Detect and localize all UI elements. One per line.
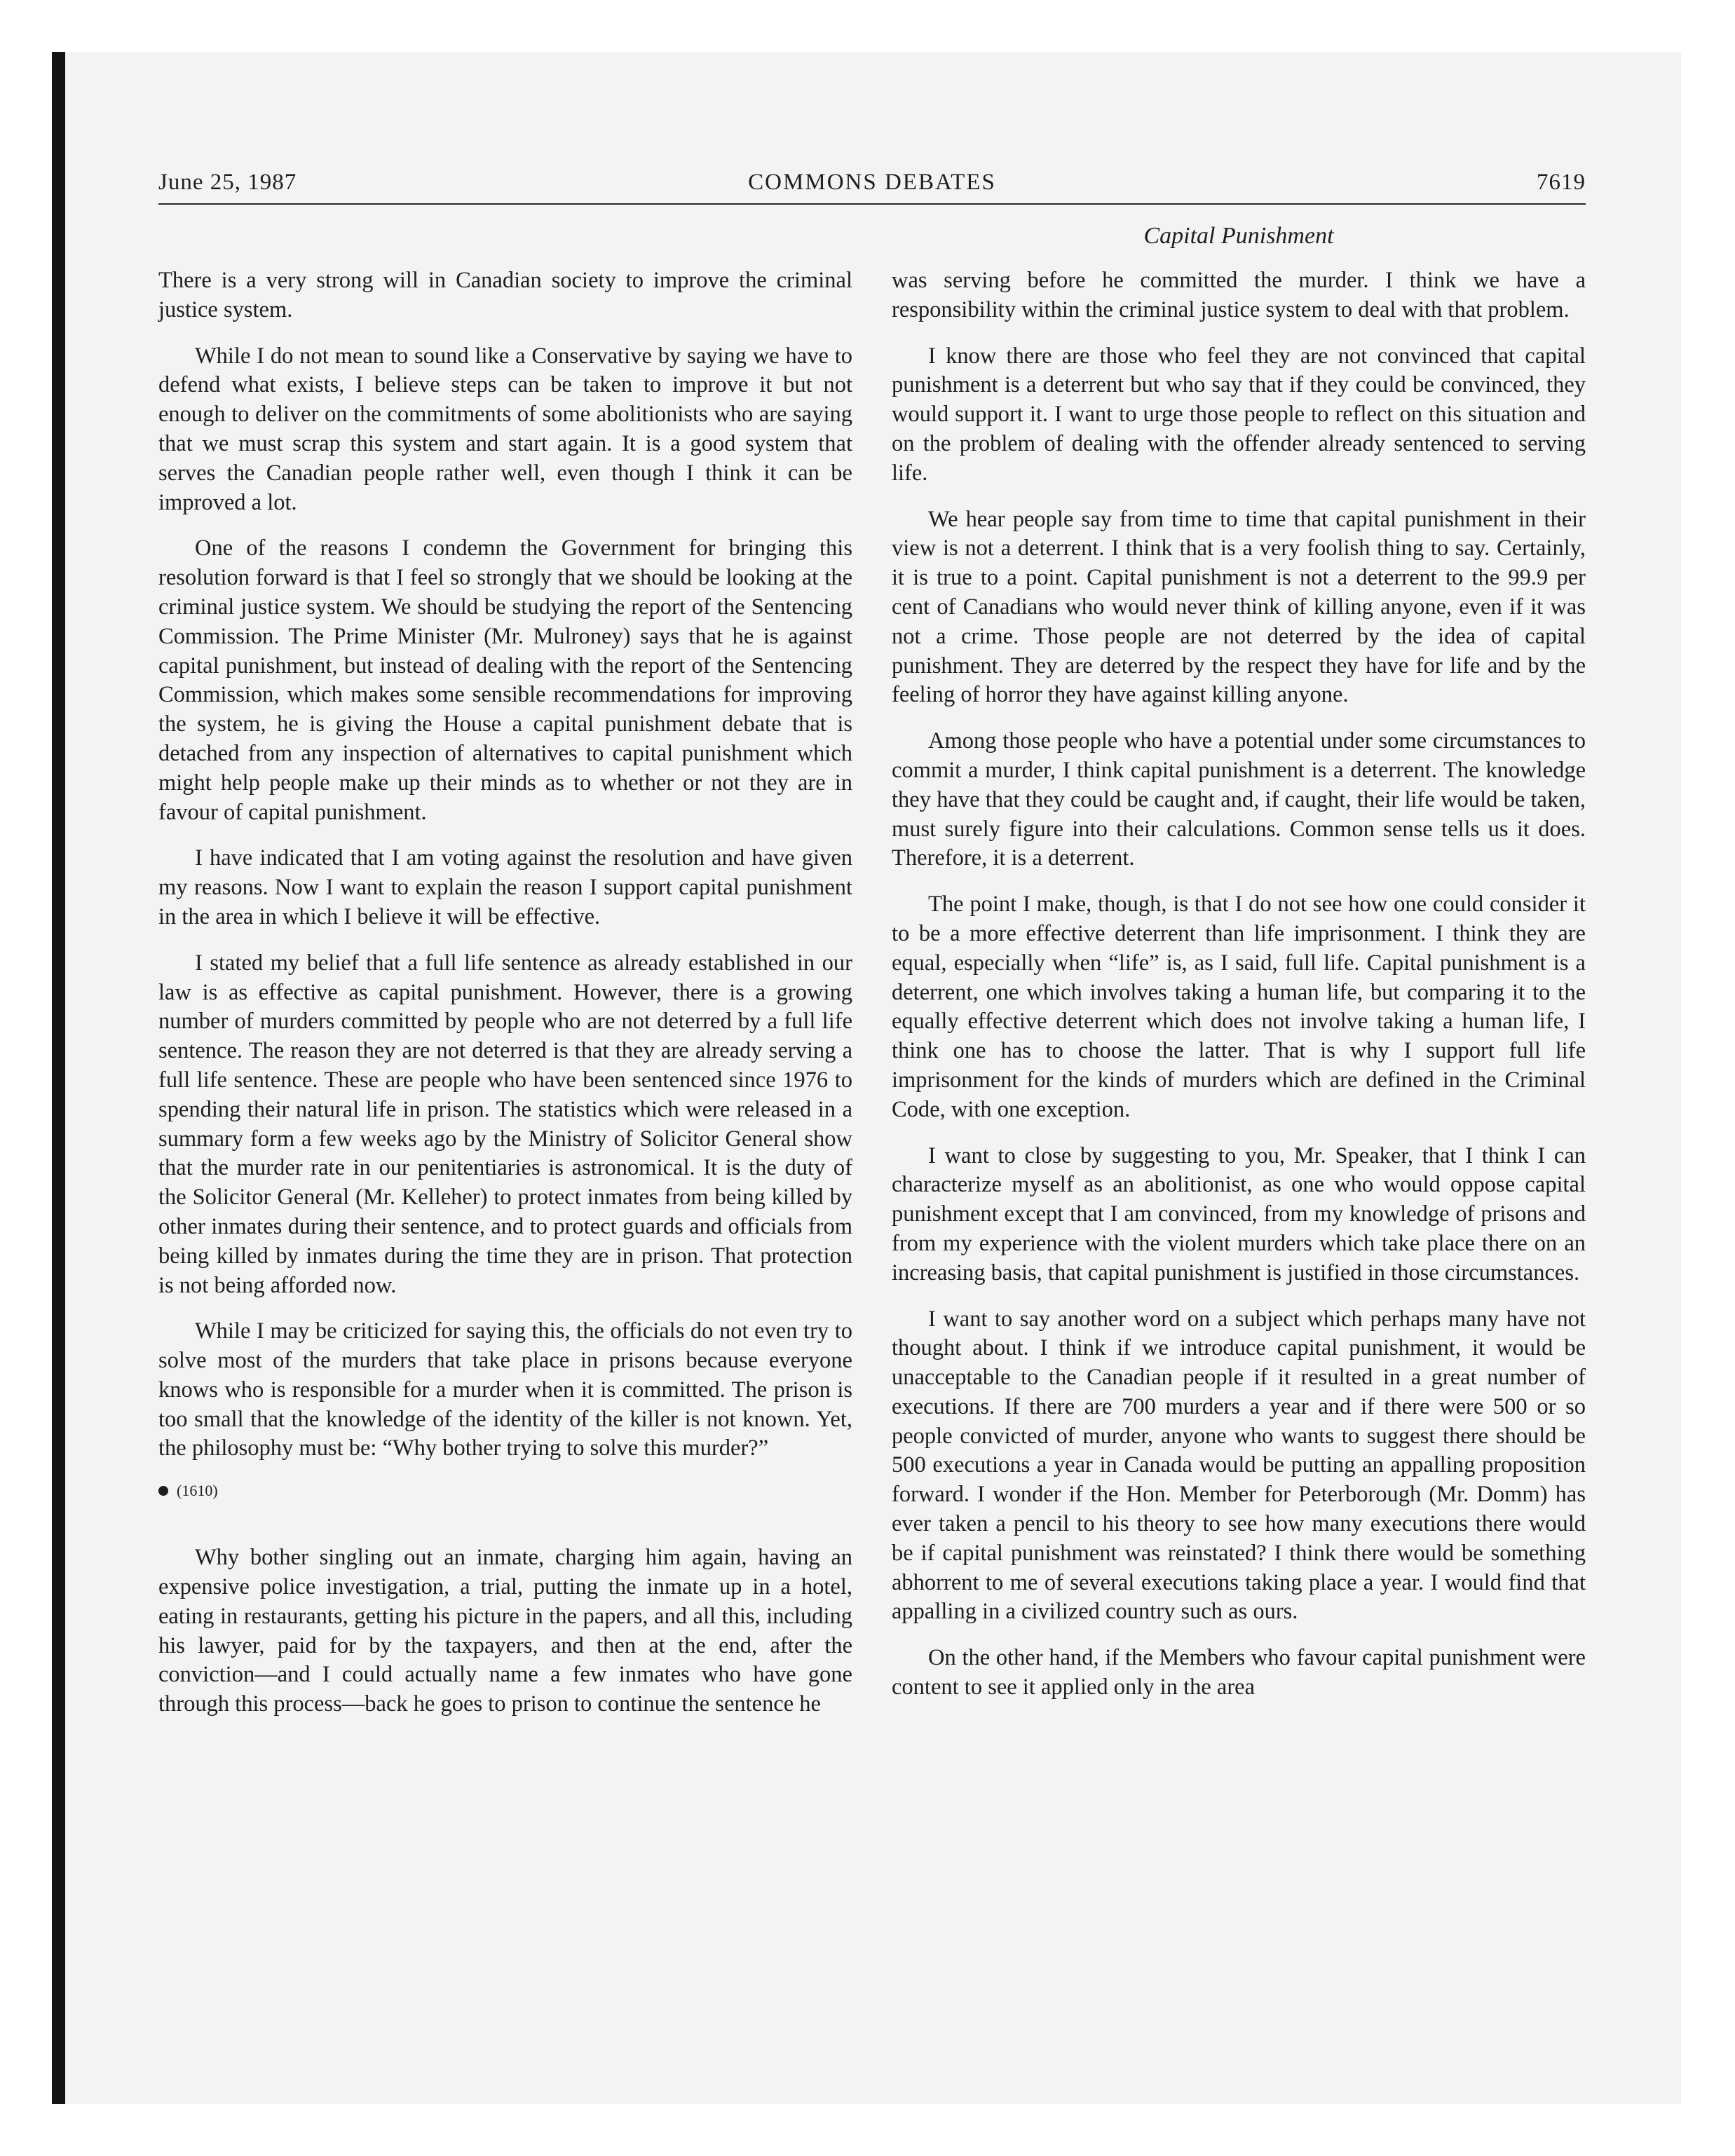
header-publication: COMMONS DEBATES xyxy=(748,170,996,195)
paragraph: I want to say another word on a subject which perhaps many have not thought about. I think if we introduce capital punishment, it would be unacceptable to the Canadian people if it resulted in a great number of executions. If there are 700 murders a year and if there were 500 or so people convicted of murder, anyone who wants to suggest there should be 500 executions a year in Canada would be putting an appalling proposition forward. I wonder if the Hon. Member for Peterborough (Mr. Domm) has ever taken a pencil to his theory to see how many executions there would be if capital punishment was reinstated? I think there would be something abhorrent to me of several executions taking place a year. I would find that appalling in a civilized country such as ours. xyxy=(892,1306,1586,1625)
paragraph: We hear people say from time to time that capital punishment in their view is not a deterrent. I think that is a very foolish thing to say. Certainly, it is true to a point. Capital punishment is not a deterrent to the 99.9 per cent of Canadians who would never think of killing anyone, even if it was not a crime. Those people are not deterred by the idea of capital punishment. They are deterred by the respect they have for life and by the feeling of horror they have against killing anyone. xyxy=(892,506,1586,708)
paragraph: There is a very strong will in Canadian society to improve the criminal justice system. xyxy=(158,268,852,322)
paragraph: Why bother singling out an inmate, charging him again, having an expensive police investigation, a trial, putting the inmate up in a hotel, eating in restaurants, getting his picture in the papers, and all this, including his lawyer, paid for by the taxpayers, and then at the end, after the conviction—and I could actually name a few inmates who have gone through this process—back he goes to prison to continue the sentence he xyxy=(158,1545,852,1717)
paragraph: I want to close by suggesting to you, Mr. Speaker, that I think I can characterize myself as an abolitionist, as one who would oppose capital punishment except that I am convinced, from my knowledge of prisons and from my experience with the violent murders which take place there on an increasing basis, that capital punishment is justified in those circumstances. xyxy=(892,1142,1586,1285)
left-column xyxy=(158,266,852,1736)
scan-binding-edge xyxy=(52,52,65,2104)
header-page-number: 7619 xyxy=(1537,170,1586,195)
right-column xyxy=(892,266,1586,1719)
paragraph: Among those people who have a potential under some circumstances to commit a murder, I think capital punishment is a deterrent. The knowledge they have that they could be caught and, if caught, their life would be taken, must surely figure into their calculations. Common sense tells us it does. Therefore, it is a deterrent. xyxy=(892,728,1586,871)
paragraph: I stated my belief that a full life sentence as already established in our law is as effective as capital punishment. However, there is a growing number of murders committed by people who are not deterred by a full life sentence. The reason they are not deterred is that they are already serving a full life sentence. These are people who have been sentenced since 1976 to spending their natural life in prison. The statistics which were released in a summary form a few weeks ago by the Ministry of Solicitor General show that the murder rate in our penitentiaries is astronomical. It is the duty of the Solicitor General (Mr. Kelleher) to protect inmates from being killed by other inmates during their sentence, and to protect guards and officials from being killed by inmates during the time they are in prison. That protection is not being afforded now. xyxy=(158,950,852,1298)
section-title: Capital Punishment xyxy=(1143,223,1334,249)
time-marker xyxy=(158,1480,852,1501)
paragraph: While I do not mean to sound like a Conservative by saying we have to defend what exists, I believe steps can be taken to improve it but not enough to deliver on the commitments of some abolitionists who are saying that we must scrap this system and start again. It is a good system that serves the Canadian people rather well, even though I think it can be improved a lot. xyxy=(158,343,852,515)
paragraph-continuation: was serving before he committed the murder. I think we have a responsibility within the criminal justice system to deal with that problem. xyxy=(892,268,1586,322)
paragraph: One of the reasons I condemn the Government for bringing this resolution forward is that I feel so strongly that we should be looking at the criminal justice system. We should be studying the report of the Sentencing Commission. The Prime Minister (Mr. Mulroney) says that he is against capital punishment, but instead of dealing with the report of the Sentencing Commission, which makes some sensible recommendations for improving the system, he is giving the House a capital punishment debate that is detached from any inspection of alternatives to capital punishment which might help people make up their minds as to whether or not they are in favour of capital punishment. xyxy=(158,535,852,825)
paragraph: The point I make, though, is that I do not see how one could consider it to be a more effective deterrent than life imprisonment. I think they are equal, especially when “life” is, as I said, full life. Capital punishment is a deterrent, one which involves taking a human life, but comparing it to the equally effective deterrent which does not involve taking a human life, I think one has to choose the latter. That is why I support full life imprisonment for the kinds of murders which are defined in the Criminal Code, with one exception. xyxy=(892,892,1586,1122)
header-date: June 25, 1987 xyxy=(158,170,297,195)
running-header xyxy=(158,167,1586,205)
bullet-icon xyxy=(158,1486,168,1496)
paragraph: While I may be criticized for saying this, the officials do not even try to solve most of the murders that take place in prisons because everyone knows who is responsible for a murder when it is committed. The prison is too small that the knowledge of the identity of the killer is not known. Yet, the philosophy must be: “Why bother trying to solve this murder?” xyxy=(158,1318,852,1461)
paragraph: I know there are those who feel they are not convinced that capital punishment is a deterrent but who say that if they could be convinced, they would support it. I want to urge those people to reflect on this situation and on the problem of dealing with the offender already sentenced to serving life. xyxy=(892,343,1586,486)
time-marker-label: (1610) xyxy=(177,1482,218,1500)
paragraph: I have indicated that I am voting against the resolution and have given my reasons. Now I want to explain the reason I support capital punishment in the area in which I believe it will be effective. xyxy=(158,845,852,929)
paragraph: On the other hand, if the Members who favour capital punishment were content to see it applied only in the area xyxy=(892,1645,1586,1700)
